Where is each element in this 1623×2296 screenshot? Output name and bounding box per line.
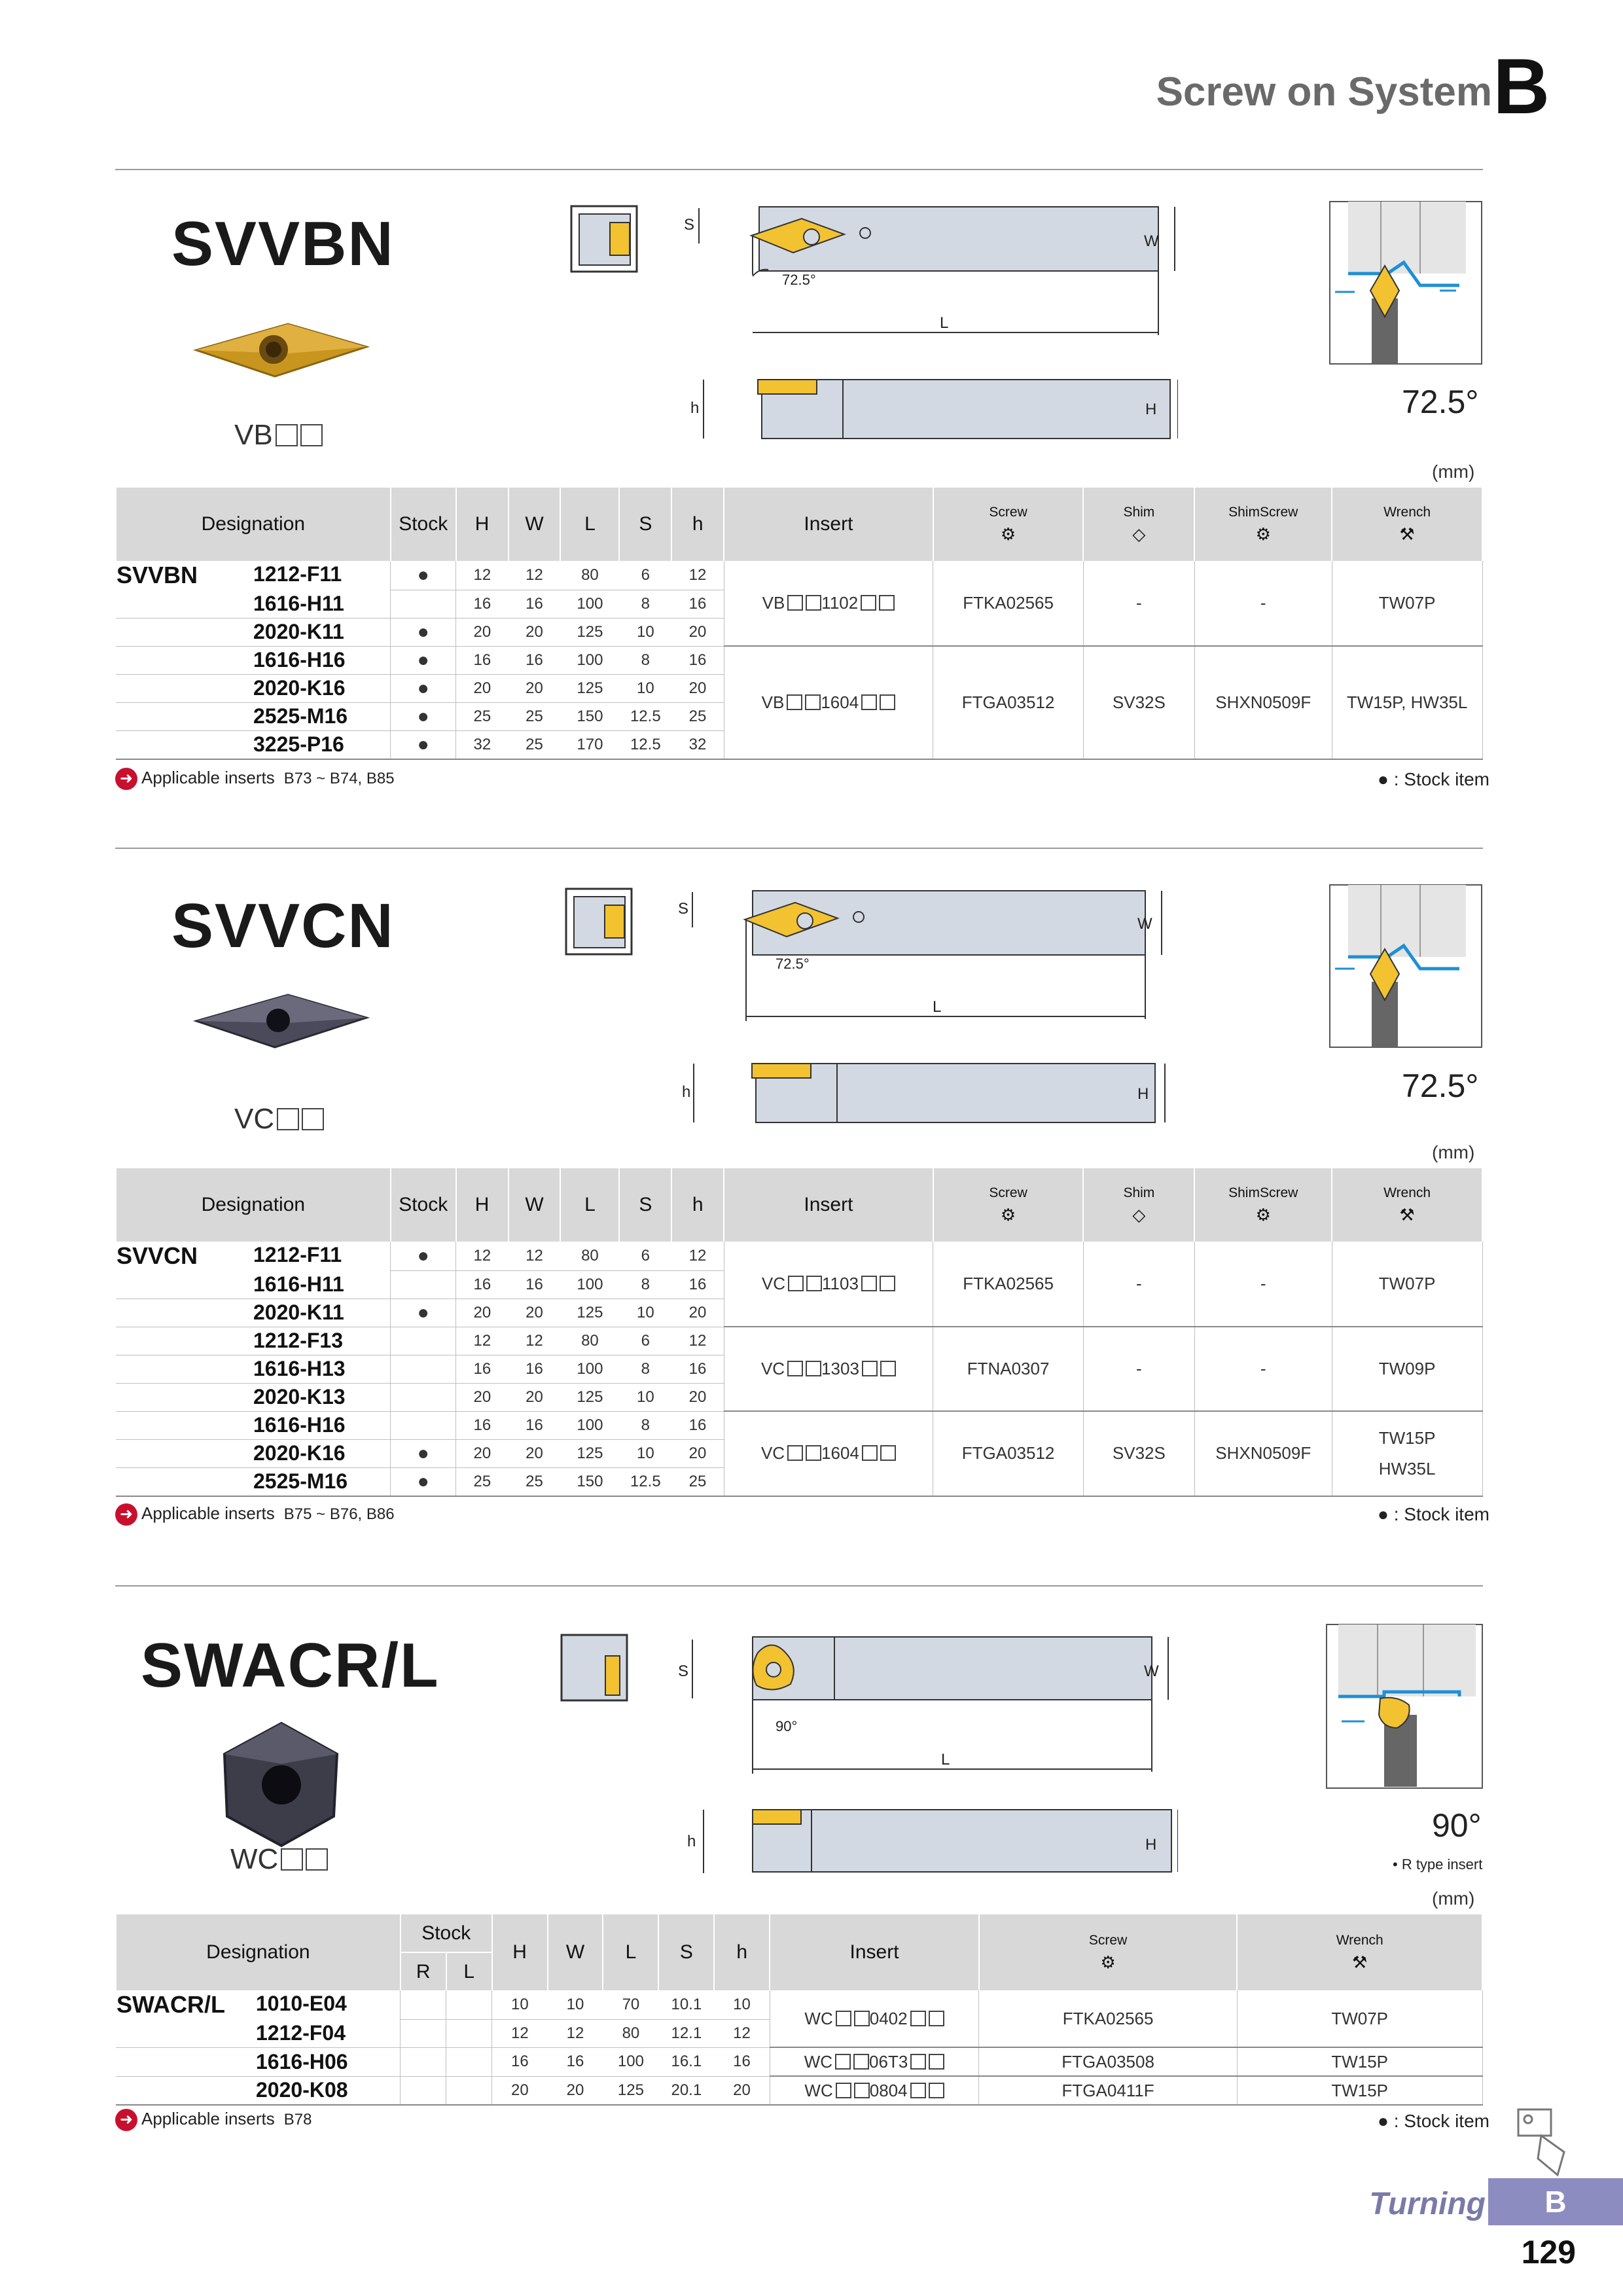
stock-mark: ● xyxy=(391,674,456,702)
col-designation: Designation xyxy=(116,1914,401,1990)
arrow-right-icon: ➜ xyxy=(115,768,137,790)
product-title: SWACR/L xyxy=(141,1630,440,1700)
val-H: 16 xyxy=(456,590,508,618)
col-S: S xyxy=(658,1914,714,1990)
dim-label-angle: 72.5° xyxy=(782,272,816,288)
val-h: 10 xyxy=(714,1990,770,2019)
val-L: 150 xyxy=(560,702,619,730)
col-stock: Stock xyxy=(401,1914,492,1952)
wrench-icon: ⚒ xyxy=(1399,1204,1415,1225)
val-S: 8 xyxy=(619,1355,671,1383)
screw-icon: ⚙ xyxy=(1100,1952,1116,1972)
val-S: 12.5 xyxy=(619,702,671,730)
family-name: SWACR/L xyxy=(116,1991,225,2018)
val-W: 12 xyxy=(548,2019,603,2047)
designation-code: 2020-K11 xyxy=(116,1299,391,1327)
holder-side-view xyxy=(694,1806,1178,1878)
val-S: 8 xyxy=(619,1270,671,1299)
shimscrew-code: SHXN0509F xyxy=(1194,1411,1332,1496)
wrench-code: TW15P HW35L xyxy=(1332,1411,1482,1496)
insert-code: WC 0402 xyxy=(770,1990,979,2047)
shimscrew-code: - xyxy=(1194,1327,1332,1411)
col-S: S xyxy=(619,1168,671,1242)
col-screw: Screw ⚙ xyxy=(979,1914,1238,1990)
col-stock: Stock xyxy=(391,488,456,561)
wrench-code: TW07P xyxy=(1332,1242,1482,1327)
val-L: 125 xyxy=(560,674,619,702)
val-W: 12 xyxy=(508,561,561,590)
spec-table-swacr xyxy=(115,1914,1483,2106)
val-H: 20 xyxy=(456,674,508,702)
val-h: 25 xyxy=(671,1467,724,1496)
dim-label-s: S xyxy=(678,1662,689,1680)
val-W: 20 xyxy=(508,1439,561,1467)
screw-code: FTGA03512 xyxy=(933,1411,1084,1496)
screw-code: FTGA03512 xyxy=(933,646,1084,759)
val-h: 12 xyxy=(714,2019,770,2047)
stock-mark: ● xyxy=(391,646,456,674)
val-W: 20 xyxy=(508,1383,561,1411)
spec-table-svvcn xyxy=(115,1168,1483,1497)
family-name: SVVCN xyxy=(116,1242,198,1269)
designation-code: 2020-K16 xyxy=(116,1439,391,1467)
insert-type-label: WC xyxy=(230,1843,328,1876)
stock-l-mark xyxy=(446,2019,492,2047)
designation-code: 1616-H11 xyxy=(116,590,391,618)
col-stock-r: R xyxy=(401,1952,446,1990)
val-L: 100 xyxy=(560,1355,619,1383)
val-L: 150 xyxy=(560,1467,619,1496)
stock-r-mark xyxy=(401,2076,446,2105)
shimscrew-code: - xyxy=(1194,1242,1332,1327)
wrench-code: TW15P xyxy=(1237,2047,1482,2076)
col-screw: Screw ⚙ xyxy=(933,488,1084,561)
val-L: 100 xyxy=(560,590,619,618)
val-W: 16 xyxy=(548,2047,603,2076)
applicable-inserts-link[interactable]: ➜ Applicable inserts B73 ~ B74, B85 xyxy=(115,768,395,790)
shim-icon: ◇ xyxy=(1132,524,1146,544)
val-h: 20 xyxy=(671,618,724,646)
col-h: h xyxy=(671,1168,724,1242)
val-S: 16.1 xyxy=(658,2047,714,2076)
col-shim: Shim ◇ xyxy=(1083,1168,1194,1242)
designation-code: 1212-F13 xyxy=(116,1327,391,1355)
dim-label-h: h xyxy=(690,399,700,417)
val-L: 80 xyxy=(560,1242,619,1270)
product-title: SVVBN xyxy=(171,209,395,279)
val-S: 10.1 xyxy=(658,1990,714,2019)
designation-code: 2020-K11 xyxy=(116,618,391,646)
col-insert: Insert xyxy=(770,1914,979,1990)
holder-side-view xyxy=(694,373,1178,445)
stock-r-mark xyxy=(401,1990,446,2019)
dim-label-w: W xyxy=(1144,232,1159,250)
val-W: 12 xyxy=(508,1242,561,1270)
val-L: 80 xyxy=(603,2019,658,2047)
approach-angle: 72.5° xyxy=(1402,1067,1479,1104)
insert-code: VC 1604 xyxy=(724,1411,933,1496)
dim-label-w: W xyxy=(1144,1662,1159,1680)
val-h: 16 xyxy=(671,590,724,618)
section-divider xyxy=(115,848,1483,849)
col-S: S xyxy=(619,488,671,561)
stock-mark xyxy=(391,1270,456,1299)
val-W: 16 xyxy=(508,1411,561,1439)
r-type-note: • R type insert xyxy=(1393,1856,1483,1873)
wrench-icon: ⚒ xyxy=(1352,1952,1368,1972)
col-h: h xyxy=(714,1914,770,1990)
holder-front-view xyxy=(564,887,636,959)
val-h: 20 xyxy=(671,1299,724,1327)
screw-code: FTKA02565 xyxy=(933,561,1084,646)
col-designation: Designation xyxy=(116,1168,391,1242)
designation-code: 1212-F11 xyxy=(253,1243,342,1266)
val-S: 10 xyxy=(619,1439,671,1467)
family-name: SVVBN xyxy=(116,562,198,588)
stock-legend: ● : Stock item xyxy=(1378,1504,1489,1524)
col-H: H xyxy=(492,1914,548,1990)
val-H: 12 xyxy=(492,2019,548,2047)
screw-icon: ⚙ xyxy=(1000,1204,1016,1225)
stock-mark: ● xyxy=(391,1242,456,1270)
screw-code: FTGA0411F xyxy=(979,2076,1238,2105)
stock-mark: ● xyxy=(391,561,456,590)
insert-image-wc xyxy=(213,1718,350,1849)
shim-code: SV32S xyxy=(1083,1411,1194,1496)
section-divider xyxy=(115,1585,1483,1587)
applicable-inserts-link[interactable]: ➜ Applicable inserts B78 xyxy=(115,2109,312,2131)
val-S: 20.1 xyxy=(658,2076,714,2105)
val-h: 32 xyxy=(671,730,724,759)
col-wrench: Wrench ⚒ xyxy=(1237,1914,1482,1990)
page-number: 129 xyxy=(1521,2234,1576,2270)
val-S: 10 xyxy=(619,1299,671,1327)
stock-l-mark xyxy=(446,2047,492,2076)
val-h: 20 xyxy=(671,1439,724,1467)
col-stock: Stock xyxy=(391,1168,456,1242)
stock-mark: ● xyxy=(391,702,456,730)
val-L: 100 xyxy=(560,1270,619,1299)
val-L: 125 xyxy=(603,2076,658,2105)
col-L: L xyxy=(603,1914,658,1990)
col-W: W xyxy=(548,1914,603,1990)
designation-code: 2020-K13 xyxy=(116,1383,391,1411)
holder-top-view xyxy=(674,1633,1178,1784)
val-L: 100 xyxy=(560,646,619,674)
val-h: 12 xyxy=(671,561,724,590)
val-S: 12.1 xyxy=(658,2019,714,2047)
col-shimscrew: ShimScrew ⚙ xyxy=(1194,1168,1332,1242)
designation-code: 2525-M16 xyxy=(116,702,391,730)
stock-mark xyxy=(391,1327,456,1355)
insert-code: VB 1604 xyxy=(724,646,933,759)
val-h: 25 xyxy=(671,702,724,730)
dim-label-h: h xyxy=(682,1083,691,1101)
wrench-code: TW15P xyxy=(1237,2076,1482,2105)
val-h: 20 xyxy=(671,1383,724,1411)
val-W: 20 xyxy=(508,618,561,646)
holder-front-view xyxy=(569,204,641,276)
stock-r-mark xyxy=(401,2047,446,2076)
page-header-letter: B xyxy=(1493,43,1550,130)
val-S: 8 xyxy=(619,1411,671,1439)
stock-legend: ● : Stock item xyxy=(1378,2111,1489,2131)
holder-top-view xyxy=(674,880,1178,1031)
val-S: 10 xyxy=(619,618,671,646)
col-H: H xyxy=(456,488,508,561)
col-insert: Insert xyxy=(724,1168,933,1242)
dim-label-angle: 90° xyxy=(776,1718,798,1734)
insert-code: WC 0804 xyxy=(770,2076,979,2105)
page-header-title: Screw on System xyxy=(1156,69,1492,115)
holder-top-view xyxy=(681,196,1178,347)
val-S: 6 xyxy=(619,1242,671,1270)
val-S: 12.5 xyxy=(619,730,671,759)
col-designation: Designation xyxy=(116,488,391,561)
screw-code: FTKA02565 xyxy=(933,1242,1084,1327)
dim-label-w: W xyxy=(1137,915,1152,933)
val-W: 10 xyxy=(548,1990,603,2019)
val-H: 25 xyxy=(456,702,508,730)
dim-label-H: H xyxy=(1145,401,1157,418)
col-shimscrew: ShimScrew ⚙ xyxy=(1194,488,1332,561)
col-screw: Screw ⚙ xyxy=(933,1168,1084,1242)
designation-code: 1212-F11 xyxy=(253,562,342,586)
wrench-code: TW07P xyxy=(1237,1990,1482,2047)
stock-r-mark xyxy=(401,2019,446,2047)
insert-image-vb xyxy=(190,321,373,380)
stock-l-mark xyxy=(446,1990,492,2019)
val-S: 6 xyxy=(619,561,671,590)
val-h: 16 xyxy=(671,1355,724,1383)
val-L: 125 xyxy=(560,1439,619,1467)
designation-code: 1616-H06 xyxy=(116,2047,401,2076)
wrench-code: TW09P xyxy=(1332,1327,1482,1411)
val-H: 32 xyxy=(456,730,508,759)
val-S: 6 xyxy=(619,1327,671,1355)
holder-side-view xyxy=(684,1057,1168,1129)
shimscrew-icon: ⚙ xyxy=(1255,1204,1271,1225)
dim-label-s: S xyxy=(678,900,689,918)
wrench-code: TW07P xyxy=(1332,561,1482,646)
designation-code: 1616-H13 xyxy=(116,1355,391,1383)
val-W: 25 xyxy=(508,730,561,759)
val-H: 16 xyxy=(456,646,508,674)
val-L: 125 xyxy=(560,1383,619,1411)
arrow-right-icon: ➜ xyxy=(115,1503,137,1526)
stock-mark: ● xyxy=(391,730,456,759)
unit-label: (mm) xyxy=(1432,461,1475,482)
shim-code: - xyxy=(1083,561,1194,646)
col-insert: Insert xyxy=(724,488,933,561)
val-W: 20 xyxy=(508,674,561,702)
applicable-inserts-link[interactable]: ➜ Applicable inserts B75 ~ B76, B86 xyxy=(115,1503,395,1526)
stock-mark xyxy=(391,1411,456,1439)
screw-code: FTNA0307 xyxy=(933,1327,1084,1411)
arrow-right-icon: ➜ xyxy=(115,2109,137,2131)
val-H: 20 xyxy=(492,2076,548,2105)
col-h: h xyxy=(671,488,724,561)
val-L: 80 xyxy=(560,1327,619,1355)
dim-label-H: H xyxy=(1145,1836,1157,1854)
val-H: 20 xyxy=(456,1439,508,1467)
section-divider xyxy=(115,169,1483,170)
val-h: 20 xyxy=(671,674,724,702)
dim-label-h: h xyxy=(687,1833,696,1850)
designation-code: 2020-K16 xyxy=(116,674,391,702)
val-H: 12 xyxy=(456,561,508,590)
val-H: 16 xyxy=(456,1411,508,1439)
designation-code: 1212-F04 xyxy=(116,2019,401,2047)
col-wrench: Wrench ⚒ xyxy=(1332,1168,1482,1242)
val-H: 16 xyxy=(456,1270,508,1299)
stock-mark: ● xyxy=(391,1439,456,1467)
insert-code: VC 1103 xyxy=(724,1242,933,1327)
col-stock-l: L xyxy=(446,1952,492,1990)
insert-code: VC 1303 xyxy=(724,1327,933,1411)
val-h: 20 xyxy=(714,2076,770,2105)
val-L: 125 xyxy=(560,1299,619,1327)
val-H: 16 xyxy=(456,1355,508,1383)
val-L: 170 xyxy=(560,730,619,759)
wrench-icon: ⚒ xyxy=(1399,524,1415,544)
val-S: 8 xyxy=(619,590,671,618)
val-h: 16 xyxy=(671,646,724,674)
stock-mark: ● xyxy=(391,1299,456,1327)
turning-tool-icon xyxy=(1512,2106,1571,2178)
stock-mark: ● xyxy=(391,1467,456,1496)
approach-angle: 72.5° xyxy=(1402,384,1479,420)
shim-code: - xyxy=(1083,1327,1194,1411)
dim-label-H: H xyxy=(1137,1085,1149,1103)
chapter-tab[interactable]: B xyxy=(1488,2178,1623,2225)
col-shim: Shim ◇ xyxy=(1083,488,1194,561)
col-L: L xyxy=(560,1168,619,1242)
designation-code: 1616-H11 xyxy=(116,1270,391,1299)
val-H: 25 xyxy=(456,1467,508,1496)
val-H: 12 xyxy=(456,1327,508,1355)
insert-type-label: VC xyxy=(234,1103,324,1136)
val-H: 16 xyxy=(492,2047,548,2076)
val-h: 12 xyxy=(671,1327,724,1355)
val-W: 16 xyxy=(508,1355,561,1383)
designation-code: 1010-E04 xyxy=(256,1992,347,2015)
application-diagram xyxy=(1329,200,1486,367)
val-h: 12 xyxy=(671,1242,724,1270)
val-L: 70 xyxy=(603,1990,658,2019)
section-label: Turning xyxy=(1369,2187,1486,2221)
val-H: 20 xyxy=(456,1299,508,1327)
product-title: SVVCN xyxy=(171,891,395,961)
val-L: 80 xyxy=(560,561,619,590)
insert-type-label: VB xyxy=(234,419,323,452)
col-W: W xyxy=(508,488,561,561)
val-H: 12 xyxy=(456,1242,508,1270)
val-h: 16 xyxy=(671,1411,724,1439)
shim-code: - xyxy=(1083,1242,1194,1327)
val-h: 16 xyxy=(714,2047,770,2076)
col-L: L xyxy=(560,488,619,561)
stock-legend: ● : Stock item xyxy=(1378,769,1489,789)
designation-code: 1616-H16 xyxy=(116,646,391,674)
val-S: 8 xyxy=(619,646,671,674)
wrench-code: TW15P, HW35L xyxy=(1332,646,1482,759)
holder-front-view xyxy=(560,1633,632,1705)
col-wrench: Wrench ⚒ xyxy=(1332,488,1482,561)
val-W: 16 xyxy=(508,590,561,618)
val-L: 100 xyxy=(603,2047,658,2076)
designation-code: 2020-K08 xyxy=(116,2076,401,2105)
val-S: 10 xyxy=(619,674,671,702)
val-L: 125 xyxy=(560,618,619,646)
unit-label: (mm) xyxy=(1432,1142,1475,1162)
designation-code: 1616-H16 xyxy=(116,1411,391,1439)
insert-code: WC 06T3 xyxy=(770,2047,979,2076)
screw-code: FTGA03508 xyxy=(979,2047,1238,2076)
val-W: 12 xyxy=(508,1327,561,1355)
val-W: 25 xyxy=(508,702,561,730)
val-S: 10 xyxy=(619,1383,671,1411)
designation-code: 3225-P16 xyxy=(116,730,391,759)
dim-label-l: L xyxy=(933,998,942,1016)
spec-table-svvbn xyxy=(115,488,1483,760)
shim-code: SV32S xyxy=(1083,646,1194,759)
insert-code: VB 1102 xyxy=(724,561,933,646)
val-H: 20 xyxy=(456,1383,508,1411)
val-H: 10 xyxy=(492,1990,548,2019)
val-W: 25 xyxy=(508,1467,561,1496)
val-H: 20 xyxy=(456,618,508,646)
val-h: 16 xyxy=(671,1270,724,1299)
col-H: H xyxy=(456,1168,508,1242)
shimscrew-code: SHXN0509F xyxy=(1194,646,1332,759)
stock-mark xyxy=(391,1355,456,1383)
stock-mark xyxy=(391,590,456,618)
val-S: 12.5 xyxy=(619,1467,671,1496)
application-diagram xyxy=(1329,884,1486,1050)
val-W: 20 xyxy=(548,2076,603,2105)
val-W: 20 xyxy=(508,1299,561,1327)
approach-angle: 90° xyxy=(1432,1807,1482,1844)
dim-label-l: L xyxy=(940,314,949,332)
application-diagram xyxy=(1325,1623,1486,1790)
unit-label: (mm) xyxy=(1432,1888,1475,1909)
insert-image-vc xyxy=(190,992,373,1050)
val-L: 100 xyxy=(560,1411,619,1439)
screw-icon: ⚙ xyxy=(1000,524,1016,544)
stock-l-mark xyxy=(446,2076,492,2105)
dim-label-s: S xyxy=(684,216,695,234)
shimscrew-code: - xyxy=(1194,561,1332,646)
designation-code: 2525-M16 xyxy=(116,1467,391,1496)
col-W: W xyxy=(508,1168,561,1242)
val-W: 16 xyxy=(508,1270,561,1299)
val-W: 16 xyxy=(508,646,561,674)
dim-label-angle: 72.5° xyxy=(776,956,810,972)
shimscrew-icon: ⚙ xyxy=(1255,524,1271,544)
dim-label-l: L xyxy=(941,1751,950,1768)
stock-mark xyxy=(391,1383,456,1411)
shim-icon: ◇ xyxy=(1132,1204,1146,1225)
stock-mark: ● xyxy=(391,618,456,646)
screw-code: FTKA02565 xyxy=(979,1990,1238,2047)
